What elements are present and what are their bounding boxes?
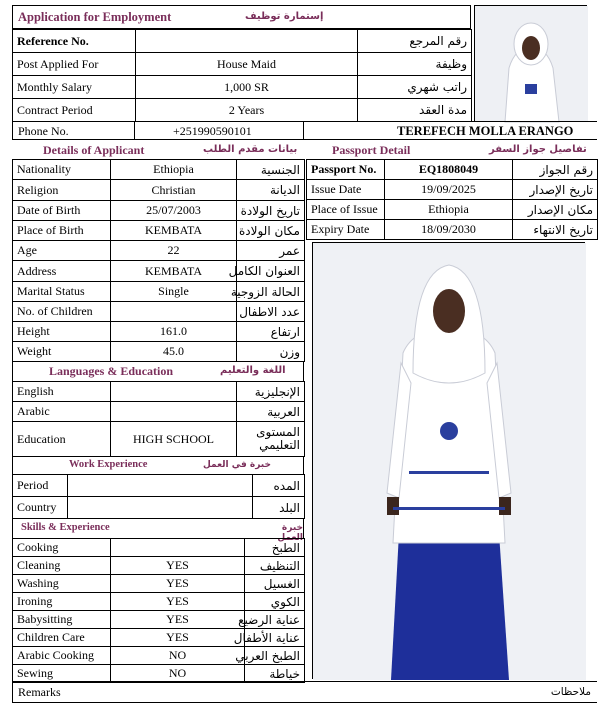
cleaning-label: Cleaning <box>13 557 111 575</box>
issue-date-label: Issue Date <box>307 180 385 200</box>
reference-label-ar: رقم المرجع <box>358 30 472 53</box>
age-label: Age <box>13 241 111 261</box>
details-row <box>13 322 305 342</box>
nationality-label-ar: الجنسية <box>237 160 305 180</box>
work-title-en: Work Experience <box>69 459 148 470</box>
full-body-portrait-icon <box>313 243 586 680</box>
address-value: KEMBATA <box>111 261 237 282</box>
details-header <box>12 140 304 159</box>
babysitting-value: YES <box>111 611 245 629</box>
education-label: Education <box>13 422 111 457</box>
religion-label: Religion <box>13 180 111 201</box>
address-label: Address <box>13 261 111 282</box>
period-label-ar: المده <box>253 475 305 497</box>
phone-row <box>12 121 597 140</box>
salary-label-ar: راتب شهري <box>358 76 472 99</box>
contract-label: Contract Period <box>13 99 136 122</box>
details-row <box>13 160 305 180</box>
passport-row <box>307 160 598 180</box>
passport-row <box>307 180 598 200</box>
education-value: HIGH SCHOOL <box>111 422 237 457</box>
post-row <box>13 53 472 76</box>
issue-date-label-ar: تاريخ الإصدار <box>513 180 598 200</box>
babysitting-label: Babysitting <box>13 611 111 629</box>
reference-row <box>13 30 472 53</box>
country-value <box>68 497 253 519</box>
age-label-ar: عمر <box>237 241 305 261</box>
reference-label: Reference No. <box>13 30 136 53</box>
height-value: 161.0 <box>111 322 237 342</box>
children-care-label-ar: عناية الأطفال <box>245 629 305 647</box>
washing-value: YES <box>111 575 245 593</box>
period-value <box>68 475 253 497</box>
height-label-ar: ارتفاع <box>237 322 305 342</box>
english-label-ar: الإنجليزية <box>237 382 305 402</box>
passport-no-label: Passport No. <box>307 160 385 180</box>
remarks-label: Remarks <box>18 685 61 699</box>
children-label: No. of Children <box>13 302 111 322</box>
applicant-photo-large <box>312 242 585 679</box>
weight-label-ar: وزن <box>237 342 305 362</box>
age-value: 22 <box>111 241 237 261</box>
expiry-date-value: 18/09/2030 <box>385 220 513 240</box>
skill-row <box>13 629 305 647</box>
passport-title-en: Passport Detail <box>332 143 411 157</box>
passport-no-label-ar: رقم الجواز <box>513 160 598 180</box>
skills-header <box>12 518 304 543</box>
post-value: House Maid <box>136 53 358 76</box>
details-row <box>13 201 305 221</box>
issue-date-value: 19/09/2025 <box>385 180 513 200</box>
ironing-label: Ironing <box>13 593 111 611</box>
pob-label-ar: مكان الولادة <box>237 221 305 241</box>
english-label: English <box>13 382 111 402</box>
post-label-ar: وظيفة <box>358 53 472 76</box>
dob-label-ar: تاريخ الولادة <box>237 201 305 221</box>
sewing-label-ar: خياطة <box>245 665 305 683</box>
details-title-en: Details of Applicant <box>43 143 145 157</box>
cooking-value <box>111 539 245 557</box>
skill-row <box>13 665 305 683</box>
children-care-label: Children Care <box>13 629 111 647</box>
remarks-row <box>12 681 597 703</box>
arabic-value <box>111 402 237 422</box>
weight-value: 45.0 <box>111 342 237 362</box>
skills-table <box>12 538 305 683</box>
sewing-label: Sewing <box>13 665 111 683</box>
pob-label: Place of Birth <box>13 221 111 241</box>
passport-title-ar: تفاصيل جواز السفر <box>489 144 587 155</box>
children-value <box>111 302 237 322</box>
skills-title-ar: خبرة العمل <box>277 523 303 543</box>
work-table <box>12 474 305 519</box>
passport-no-value: EQ1808049 <box>385 160 513 180</box>
languages-title-en: Languages & Education <box>49 364 174 378</box>
dob-value: 25/07/2003 <box>111 201 237 221</box>
languages-header <box>12 362 304 381</box>
height-label: Height <box>13 322 111 342</box>
arabic-cooking-label: Arabic Cooking <box>13 647 111 665</box>
details-row <box>13 180 305 201</box>
ironing-value: YES <box>111 593 245 611</box>
phone-divider <box>134 122 135 139</box>
salary-row <box>13 76 472 99</box>
details-row <box>13 261 305 282</box>
marital-value: Single <box>111 282 237 302</box>
reference-value <box>136 30 358 53</box>
header-bar <box>12 5 471 29</box>
ironing-label-ar: الكوي <box>245 593 305 611</box>
details-row <box>13 221 305 241</box>
applicant-photo-small <box>474 5 587 121</box>
dob-label: Date of Birth <box>13 201 111 221</box>
cooking-label: Cooking <box>13 539 111 557</box>
education-label-ar-1: المستوى <box>256 425 300 439</box>
arabic-label: Arabic <box>13 402 111 422</box>
applicant-name: TEREFECH MOLLA ERANGO <box>397 124 574 138</box>
place-of-issue-value: Ethiopia <box>385 200 513 220</box>
phone-label: Phone No. <box>18 124 69 138</box>
expiry-date-label: Expiry Date <box>307 220 385 240</box>
pob-value: KEMBATA <box>111 221 237 241</box>
nationality-value: Ethiopia <box>111 160 237 180</box>
phone-value: +251990590101 <box>173 124 252 138</box>
country-label-ar: البلد <box>253 497 305 519</box>
skills-title-en: Skills & Experience <box>21 522 110 533</box>
remarks-label-ar: ملاحظات <box>550 686 591 698</box>
languages-table <box>12 381 305 457</box>
contract-label-ar: مدة العقد <box>358 99 472 122</box>
arabic-cooking-label-ar: الطبخ العربي <box>245 647 305 665</box>
details-table <box>12 159 305 362</box>
place-of-issue-label-ar: مكان الإصدار <box>513 200 598 220</box>
education-row <box>13 422 305 457</box>
marital-label-ar: الحالة الزوجية <box>237 282 305 302</box>
skill-row <box>13 647 305 665</box>
education-label-ar-2: التعليمي <box>259 438 300 452</box>
children-label-ar: عدد الاطفال <box>237 302 305 322</box>
top-info-table <box>12 29 472 122</box>
work-header <box>12 456 304 474</box>
person-portrait-icon <box>475 6 588 122</box>
skill-row <box>13 557 305 575</box>
cleaning-value: YES <box>111 557 245 575</box>
place-of-issue-label: Place of Issue <box>307 200 385 220</box>
details-row <box>13 282 305 302</box>
salary-label: Monthly Salary <box>13 76 136 99</box>
details-row <box>13 241 305 261</box>
details-row <box>13 342 305 362</box>
religion-value: Christian <box>111 180 237 201</box>
title-ar: إستمارة توظيف <box>245 11 324 22</box>
english-value <box>111 382 237 402</box>
contract-value: 2 Years <box>136 99 358 122</box>
arabic-cooking-value: NO <box>111 647 245 665</box>
passport-table <box>306 159 598 240</box>
title-en: Application for Employment <box>18 10 172 24</box>
religion-label-ar: الديانة <box>237 180 305 201</box>
passport-row <box>307 200 598 220</box>
passport-header <box>306 140 597 159</box>
washing-label: Washing <box>13 575 111 593</box>
washing-label-ar: الغسيل <box>245 575 305 593</box>
contract-row <box>13 99 472 122</box>
education-label-ar-cell <box>237 422 305 457</box>
children-care-value: YES <box>111 629 245 647</box>
passport-row <box>307 220 598 240</box>
period-label: Period <box>13 475 68 497</box>
skill-row <box>13 539 305 557</box>
address-label-ar: العنوان الكامل <box>237 261 305 282</box>
marital-label: Marital Status <box>13 282 111 302</box>
salary-value: 1,000 SR <box>136 76 358 99</box>
skill-row <box>13 611 305 629</box>
work-title-ar: خبرة في العمل <box>203 460 271 470</box>
skill-row <box>13 593 305 611</box>
weight-label: Weight <box>13 342 111 362</box>
country-label: Country <box>13 497 68 519</box>
cleaning-label-ar: التنظيف <box>245 557 305 575</box>
skill-row <box>13 575 305 593</box>
cooking-label-ar: الطبخ <box>245 539 305 557</box>
nationality-label: Nationality <box>13 160 111 180</box>
babysitting-label-ar: عناية الرضيع <box>245 611 305 629</box>
arabic-label-ar: العربية <box>237 402 305 422</box>
sewing-value: NO <box>111 665 245 683</box>
language-row <box>13 382 305 402</box>
details-row <box>13 302 305 322</box>
post-label: Post Applied For <box>13 53 136 76</box>
expiry-date-label-ar: تاريخ الانتهاء <box>513 220 598 240</box>
work-row <box>13 475 305 497</box>
languages-title-ar: اللغة والتعليم <box>220 365 286 376</box>
phone-divider-2 <box>303 122 304 139</box>
details-title-ar: بيانات مقدم الطلب <box>203 144 298 155</box>
work-row <box>13 497 305 519</box>
language-row <box>13 402 305 422</box>
